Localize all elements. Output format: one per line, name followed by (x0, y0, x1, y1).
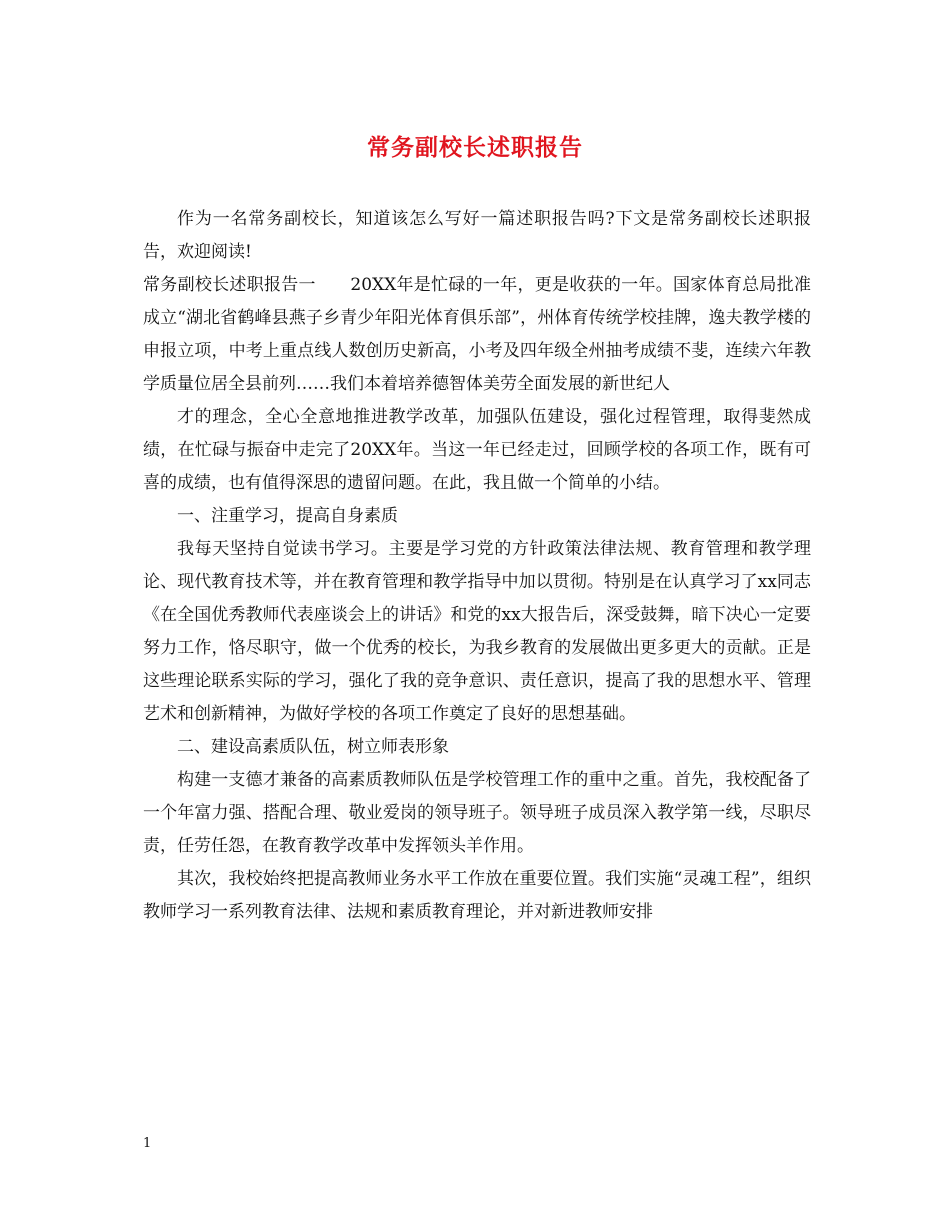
paragraph-team: 构建一支德才兼备的高素质教师队伍是学校管理工作的重中之重。首先，我校配备了一个年富力强、搭配合理、敬业爱岗的领导班子。领导班子成员深入教学第一线，尽职尽责，任劳任怨，在教育教学改革中发挥领头羊作用。 (143, 770, 811, 856)
document-body (143, 203, 811, 929)
paragraph-report-one: 常务副校长述职报告一 20XX年是忙碌的一年，更是收获的一年。国家体育总局批准成立“湖北省鹤峰县燕子乡青少年阳光体育俱乐部”，州体育传统学校挂牌，逸夫教学楼的申报立项，中考上重点线人数创历史新高，小考及四年级全州抽考成绩不斐，连续六年教学质量位居全县前列……我们本着培养德智体美劳全面发展的新世纪人 (143, 275, 811, 394)
section-heading-study: 一、注重学习，提高自身素质 (177, 506, 398, 526)
paragraph-study: 我每天坚持自觉读书学习。主要是学习党的方针政策法律法规、教育管理和教学理论、现代教育技术等，并在教育管理和教学指导中加以贯彻。特别是在认真学习了xx同志《在全国优秀教师代表座谈会上的讲话》和党的xx大报告后，深受鼓舞，暗下决心一定要努力工作，恪尽职守，做一个优秀的校长，为我乡教育的发展做出更多更大的贡献。正是这些理论联系实际的学习，强化了我的竞争意识、责任意识，提高了我的思想水平、管理艺术和创新精神，为做好学校的各项工作奠定了良好的思想基础。 (143, 539, 811, 724)
paragraph-philosophy: 才的理念，全心全意地推进教学改革，加强队伍建设，强化过程管理，取得斐然成绩，在忙碌与振奋中走完了20XX年。当这一年已经走过，回顾学校的各项工作，既有可喜的成绩，也有值得深思的遗留问题。在此，我且做一个简单的小结。 (143, 407, 811, 493)
paragraph-training: 其次，我校始终把提高教师业务水平工作放在重要位置。我们实施“灵魂工程”，组织教师学习一系列教育法律、法规和素质教育理论，并对新进教师安排 (143, 869, 811, 922)
section-heading-team: 二、建设高素质队伍，树立师表形象 (177, 737, 449, 757)
page-number: 1 (143, 1136, 152, 1151)
paragraph-intro: 作为一名常务副校长，知道该怎么写好一篇述职报告吗?下文是常务副校长述职报告，欢迎阅读! (143, 209, 811, 262)
document-title: 常务副校长述职报告 (367, 134, 583, 161)
